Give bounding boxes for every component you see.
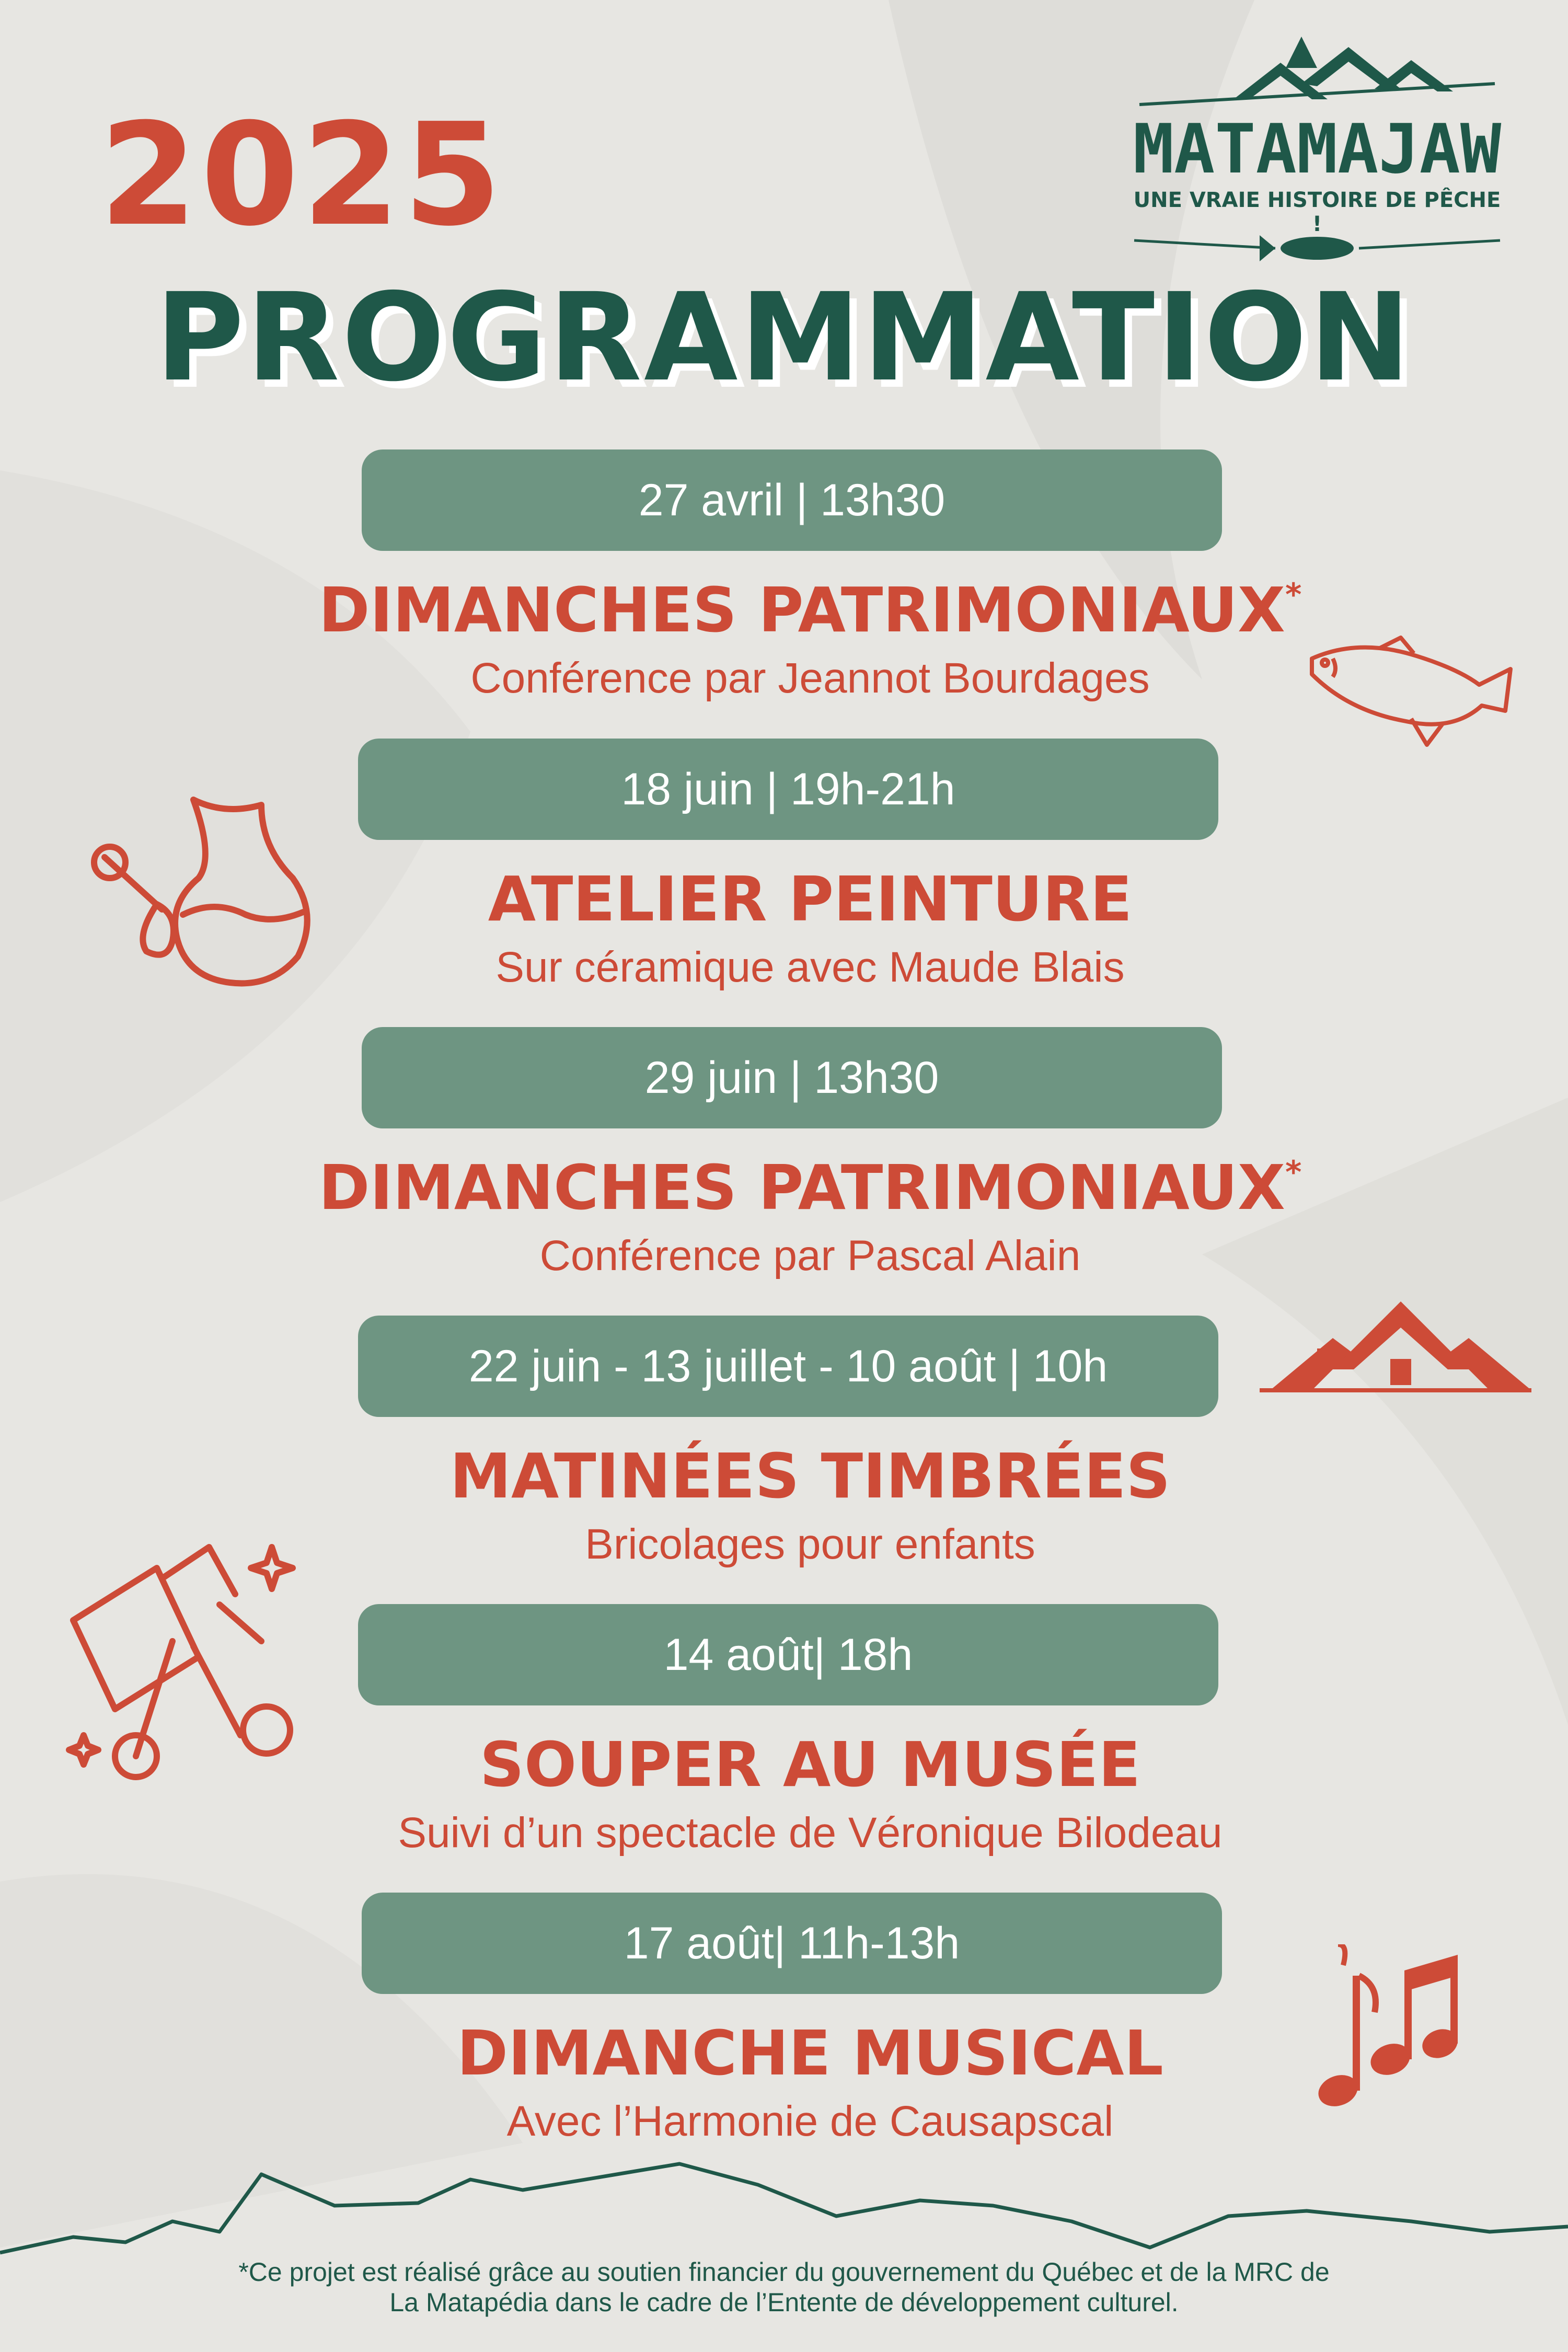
logo-name: MATAMAJAW: [1133, 109, 1502, 189]
logo-fish-icon: [1129, 225, 1505, 267]
footnote-line-2: La Matapédia dans le cadre de l’Entente de développement culturel.: [389, 2288, 1179, 2317]
event-date-pill: 17 août| 11h-13h: [362, 1893, 1222, 1994]
event-title-text: DIMANCHES PATRIMONIAUX: [318, 1151, 1285, 1224]
event-title-text: DIMANCHE MUSICAL: [457, 2017, 1163, 2089]
ceramic-vase-icon: [89, 784, 319, 993]
event-date-pill: 22 juin - 13 juillet - 10 août | 10h: [358, 1316, 1218, 1417]
event-title: [0, 1151, 1568, 1224]
event-title-text: ATELIER PEINTURE: [488, 863, 1133, 935]
page-title: PROGRAMMATION: [155, 267, 1413, 408]
event-date-pill: 14 août| 18h: [358, 1604, 1218, 1705]
fish-icon: [1301, 627, 1521, 768]
logo-tagline: UNE VRAIE HISTOIRE DE PÊCHE !: [1133, 188, 1501, 236]
footnote: [0, 2257, 1568, 2318]
event-title: [0, 1440, 1568, 1512]
event-date-pill: 18 juin | 19h-21h: [358, 739, 1218, 840]
event-title-text: MATINÉES TIMBRÉES: [449, 1440, 1171, 1512]
event-date-pill: 27 avril | 13h30: [362, 449, 1222, 551]
event-subtitle: Avec l’Harmonie de Causapscal: [506, 2097, 1114, 2145]
year-heading: 2025: [99, 93, 505, 257]
event-subtitle: Conférence par Jeannot Bourdages: [470, 654, 1150, 702]
event-title-text: DIMANCHES PATRIMONIAUX: [318, 574, 1285, 646]
event-subtitle: Sur céramique avec Maude Blais: [495, 943, 1125, 991]
event-subtitle: Conférence par Pascal Alain: [539, 1232, 1081, 1279]
event-subtitle: Suivi d’un spectacle de Véronique Bilodeau: [398, 1809, 1223, 1857]
event-subtitle: Bricolages pour enfants: [585, 1520, 1035, 1568]
houses-icon: [1260, 1296, 1531, 1401]
music-notes-icon: [1307, 1944, 1458, 2127]
footnote-line-1: *Ce projet est réalisé grâce au soutien financier du gouvernement du Québec et de la MRC de: [238, 2257, 1330, 2287]
mountain-line-decoration: [0, 2143, 1568, 2268]
crafts-scissors-icon: [63, 1537, 314, 1788]
event-title-asterisk: *: [1285, 1154, 1302, 1191]
event-title-asterisk: *: [1285, 577, 1302, 613]
event-date-pill: 29 juin | 13h30: [362, 1027, 1222, 1128]
matamajaw-logo: [1129, 31, 1505, 272]
logo-houses-icon: [1129, 31, 1505, 115]
event-title-text: SOUPER AU MUSÉE: [479, 1728, 1141, 1801]
